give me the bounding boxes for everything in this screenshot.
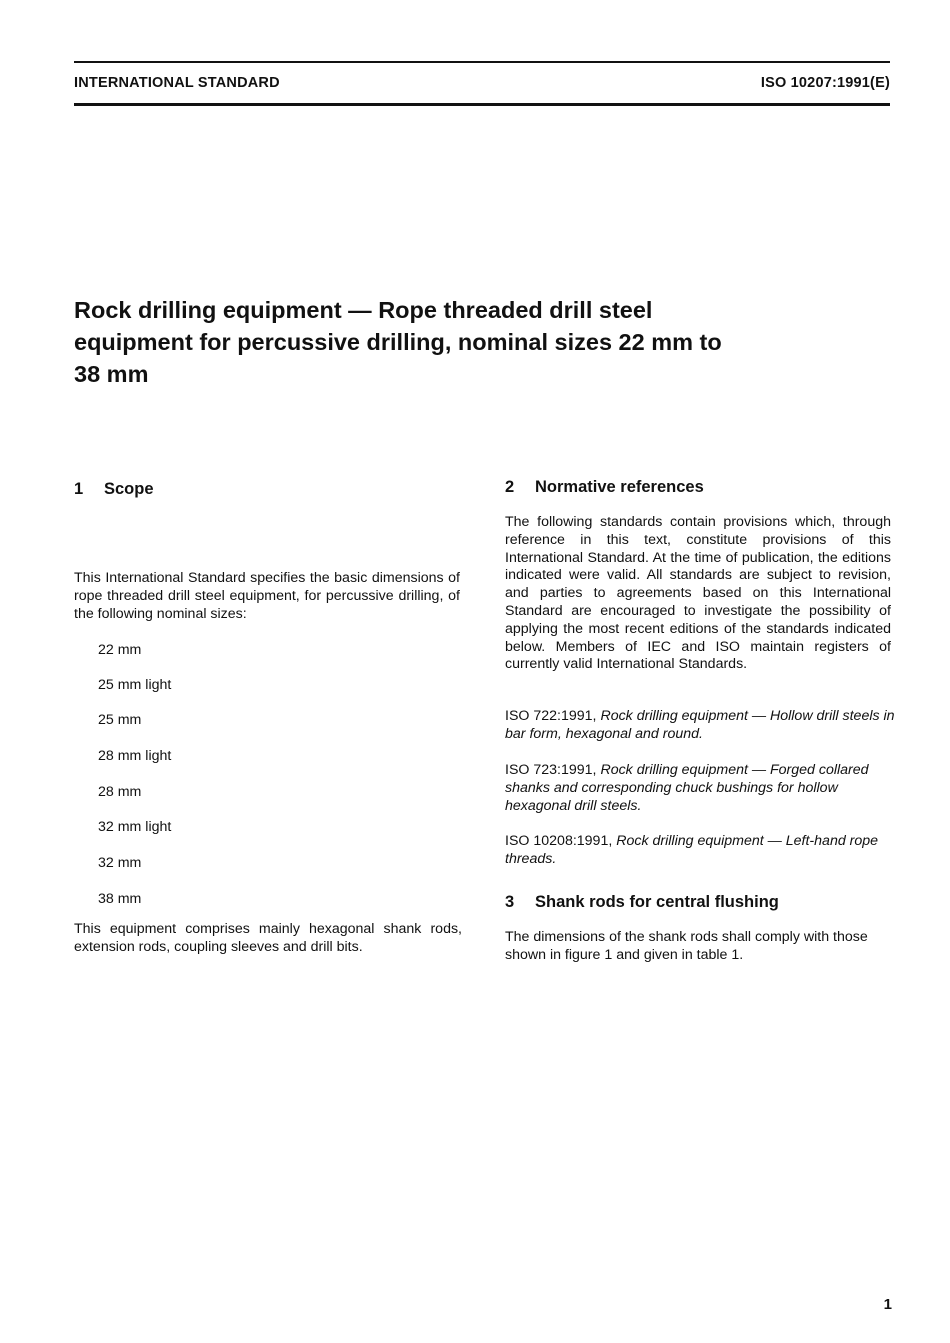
scope-closing: This equipment comprises mainly hexagonal shank rods, extension rods, coupling sleeves and drill bits. [74, 921, 462, 955]
reference-item [505, 762, 895, 815]
scope-heading-text: Scope [104, 480, 154, 498]
title-line-3: 38 mm [74, 361, 149, 387]
size-item: 28 mm light [98, 748, 172, 764]
size-item: 28 mm [98, 784, 142, 800]
normative-number: 2 [505, 478, 515, 496]
title-line-1: Rock drilling equipment — Rope threaded drill steel [74, 297, 653, 323]
normative-heading [505, 479, 891, 497]
scope-intro-block [74, 570, 460, 623]
shank-body: The dimensions of the shank rods shall comply with those shown in figure 1 and given in table 1. [505, 929, 868, 963]
title-line-2: equipment for percussive drilling, nominal sizes 22 mm to [74, 329, 722, 355]
shank-body-block [505, 929, 895, 965]
size-item: 25 mm [98, 712, 142, 728]
scope-section [74, 481, 464, 499]
header-rule-bottom [74, 103, 890, 106]
scope-closing-block [74, 921, 462, 957]
normative-heading-text: Normative references [535, 478, 704, 496]
standard-number: ISO 10207:1991(E) [760, 75, 890, 91]
reference-code: ISO 722:1991, [505, 708, 597, 724]
reference-title: Rock drilling equipment — Hollow drill steels in bar form, hexagonal and round. [505, 708, 895, 742]
page-number: 1 [883, 1296, 892, 1313]
reference-title: Rock drilling equipment — Forged collared shanks and corresponding chuck bushings for hollow hexagonal drill steels. [505, 762, 869, 814]
scope-heading [74, 481, 464, 499]
document-type-label: INTERNATIONAL STANDARD [74, 75, 280, 91]
reference-code: ISO 723:1991, [505, 762, 597, 778]
reference-code: ISO 10208:1991, [505, 833, 613, 849]
size-item: 32 mm light [98, 819, 172, 835]
shank-heading [505, 894, 891, 912]
shank-section [505, 894, 891, 912]
size-item: 32 mm [98, 855, 142, 871]
header-rule-top [74, 61, 890, 63]
normative-intro-block [505, 514, 891, 674]
reference-item [505, 708, 895, 744]
normative-section [505, 479, 891, 497]
size-item: 25 mm light [98, 677, 172, 693]
shank-heading-text: Shank rods for central flushing [535, 893, 779, 911]
scope-number: 1 [74, 480, 84, 498]
reference-title: Rock drilling equipment — Left-hand rope threads. [505, 833, 879, 867]
size-item: 22 mm [98, 642, 142, 658]
scope-intro: This International Standard specifies the basic dimensions of rope threaded drill steel equipment, for percussive drilling, of the following nominal sizes: [74, 570, 460, 622]
shank-number: 3 [505, 893, 515, 911]
document-title [74, 294, 834, 390]
size-item: 38 mm [98, 891, 142, 907]
reference-item [505, 833, 895, 869]
normative-intro: The following standards contain provisions which, through reference in this text, constitute provisions of this International Standard. At the time of publication, the editions indicated were valid. All standards are subject to revision, and parties to agreements based on this International Standard are encouraged to investigate the possibility of applying the most recent editions of the standards indicated below. Members of IEC and ISO maintain registers of currently valid International Standards. [505, 514, 891, 673]
